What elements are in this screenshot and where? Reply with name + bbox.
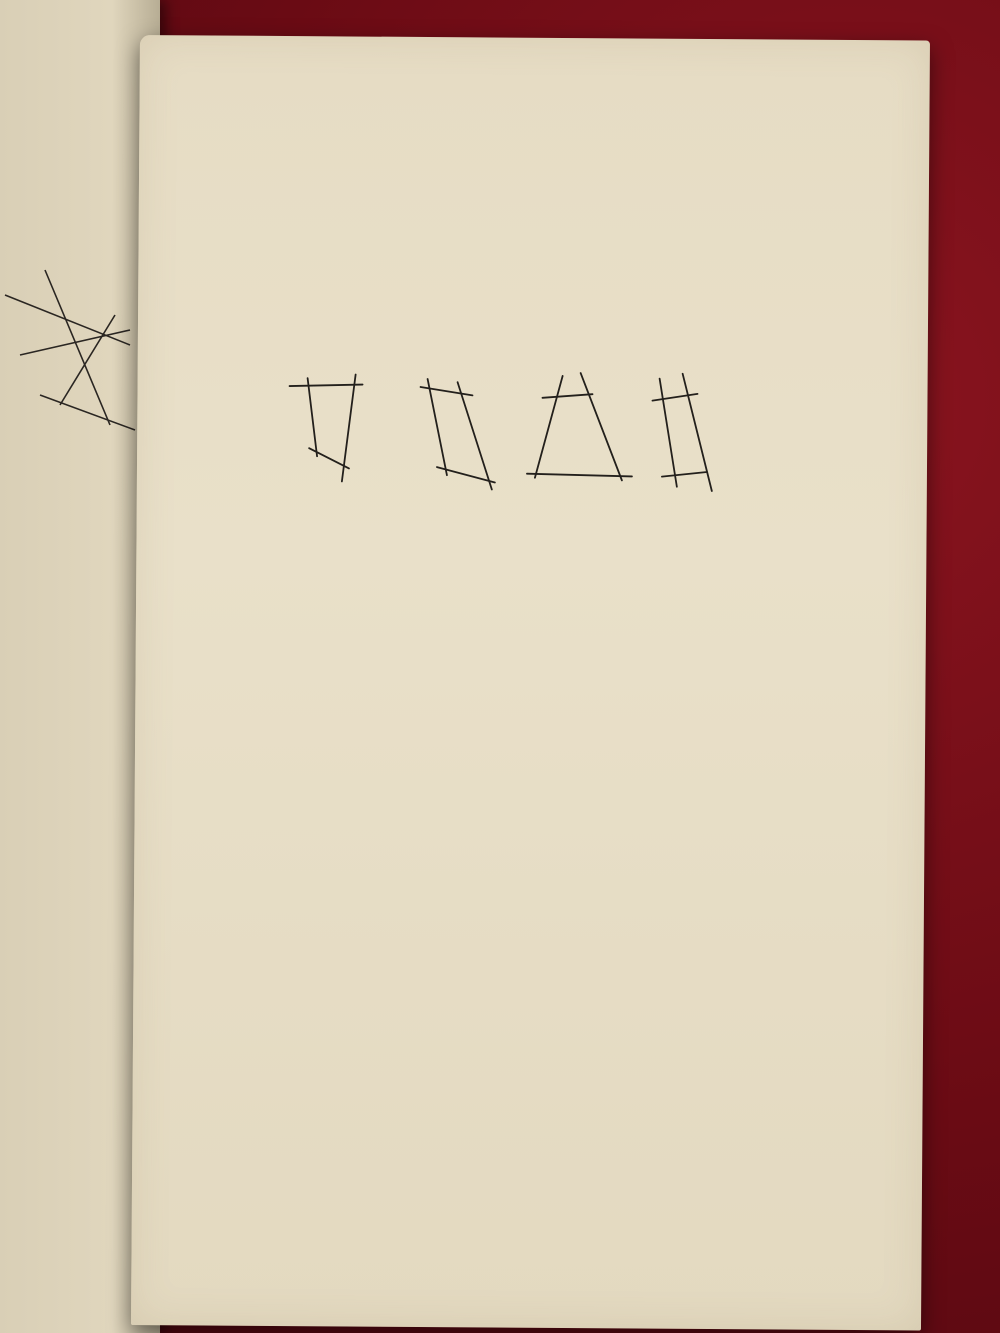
quadrilaterals-figure [287, 366, 728, 499]
page-text-top [210, 101, 890, 106]
left-page-angles-figure [0, 255, 140, 455]
book-page [131, 35, 930, 1330]
page-text-lower [186, 565, 856, 570]
